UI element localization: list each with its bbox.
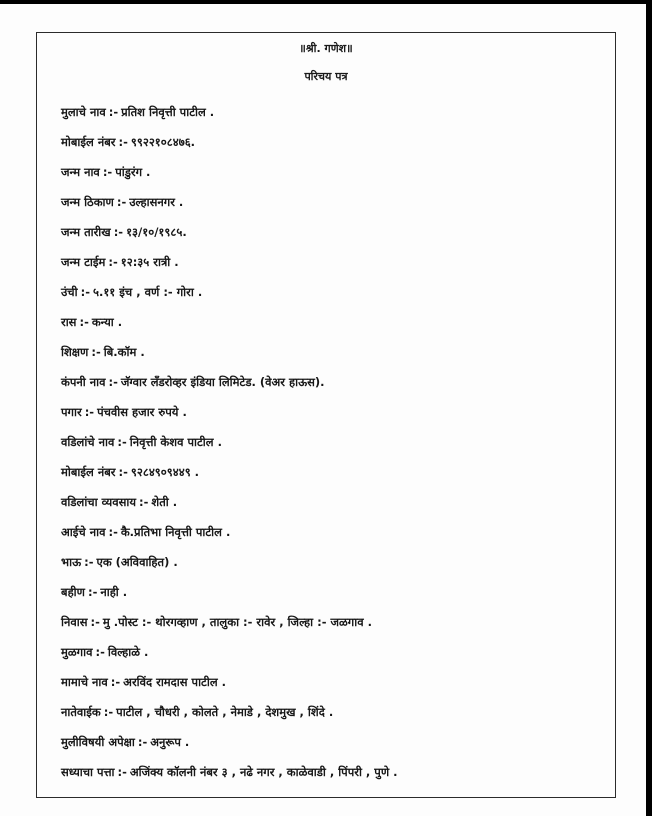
profile-field — [61, 547, 605, 577]
field-label: सध्याचा पत्ता — [61, 764, 115, 779]
field-label: जन्म नाव — [61, 164, 100, 179]
field-separator: :- — [95, 645, 105, 659]
field-separator: :- — [139, 495, 149, 509]
profile-field — [61, 457, 605, 487]
profile-field — [61, 577, 605, 607]
profile-field — [61, 157, 605, 187]
field-label: वडिलांचे नाव — [61, 434, 115, 449]
field-value: अजिंक्य कॉलनी नंबर ३ , नढे नगर , काळेवाडी , पिंपरी , पुणे . — [129, 764, 398, 779]
field-value: पंचवीस हजार रुपये . — [97, 404, 187, 419]
profile-field — [61, 307, 605, 337]
field-separator: :- — [117, 765, 127, 779]
field-separator: :- — [87, 585, 98, 599]
profile-field — [61, 337, 605, 367]
profile-field — [61, 217, 605, 247]
field-label: कंपनी नाव — [61, 374, 106, 389]
field-value: निवृत्ती केशव पाटील . — [129, 434, 222, 449]
profile-field — [61, 487, 605, 517]
profile-field — [61, 187, 605, 217]
field-value: १२:३५ रात्री . — [120, 254, 179, 269]
field-value: बि.कॉम . — [103, 344, 145, 359]
document-page — [0, 4, 646, 816]
profile-field — [61, 397, 605, 427]
field-value: पांडुरंग . — [115, 164, 151, 179]
field-label: मुळगाव — [61, 644, 93, 659]
profile-field — [61, 697, 605, 727]
document-title: परिचय पत्र — [304, 70, 348, 83]
field-label: जन्म तारीख — [61, 224, 111, 239]
field-label: मुलाचे नाव — [61, 104, 106, 119]
field-separator: :- — [113, 225, 124, 239]
field-value: जॅग्वार लॅंडरोव्हर इंडिया लिमिटेड. (वेअर हाऊस). — [120, 374, 325, 389]
field-label: भाऊ — [61, 554, 82, 569]
field-label: रास — [61, 314, 77, 329]
field-separator: :- — [84, 555, 94, 569]
field-value: विल्हाळे . — [107, 644, 149, 659]
field-value: एक (अविवाहित) . — [96, 554, 178, 569]
profile-field — [61, 757, 605, 787]
profile-field — [61, 277, 605, 307]
field-separator: :- — [108, 105, 119, 119]
field-separator: :- — [118, 465, 128, 479]
field-value: ९२८४९०९४४९ . — [130, 464, 200, 479]
profile-field — [61, 727, 605, 757]
profile-field — [61, 127, 605, 157]
field-label: जन्म टाईम — [61, 254, 106, 269]
field-separator: :- — [91, 345, 101, 359]
field-value: प्रतिश निवृत्ती पाटील . — [121, 104, 215, 119]
field-separator: :- — [80, 285, 90, 299]
profile-field — [61, 517, 605, 547]
field-separator: :- — [90, 615, 100, 629]
field-value: अरविंद रामदास पाटील . — [123, 674, 227, 689]
field-separator: :- — [110, 675, 121, 689]
field-separator: :- — [117, 435, 127, 449]
field-label: नातेवाईक — [61, 704, 101, 719]
field-label: शिक्षण — [61, 344, 89, 359]
profile-field — [61, 97, 605, 127]
field-label: मामाचे नाव — [61, 674, 108, 689]
field-value: ५.११ इंच , वर्ण :- गोरा . — [92, 284, 203, 299]
field-label: वडिलांचा व्यवसाय — [61, 494, 137, 509]
field-value: ९९२२१०८४७६. — [130, 134, 196, 149]
profile-field — [61, 247, 605, 277]
profile-field — [61, 427, 605, 457]
profile-field — [61, 607, 605, 637]
field-separator: :- — [108, 375, 118, 389]
field-label: बहीण — [61, 584, 85, 599]
field-label: उंची — [61, 284, 78, 299]
profile-field — [61, 667, 605, 697]
profile-fields — [61, 97, 605, 787]
field-value: उल्हासनगर . — [129, 194, 184, 209]
field-value: कन्या . — [91, 314, 123, 329]
field-label: आईचे नाव — [61, 524, 106, 539]
field-label: मोबाईल नंबर — [61, 464, 116, 479]
field-label: पगार — [61, 404, 82, 419]
field-separator: :- — [118, 135, 128, 149]
field-separator: :- — [116, 195, 127, 209]
field-label: मुलीविषयी अपेक्षा — [61, 734, 135, 749]
profile-field — [61, 637, 605, 667]
field-value: अनुरूप . — [150, 734, 190, 749]
invocation-heading: ॥श्री. गणेश॥ — [299, 42, 353, 55]
field-separator: :- — [137, 735, 148, 749]
field-separator: :- — [102, 165, 113, 179]
field-separator: :- — [79, 315, 89, 329]
field-label: निवास — [61, 614, 88, 629]
profile-field — [61, 367, 605, 397]
field-value: शेती . — [151, 494, 178, 509]
field-value: नाही . — [100, 584, 128, 599]
document-border — [36, 32, 616, 798]
field-separator: :- — [108, 525, 118, 539]
field-separator: :- — [103, 705, 114, 719]
field-separator: :- — [108, 255, 118, 269]
field-value: मु .पोस्ट :- थोरगव्हाण , तालुका :- रावेर , जिल्हा :- जळगाव . — [102, 614, 373, 629]
field-separator: :- — [84, 405, 95, 419]
field-value: कै.प्रतिभा निवृत्ती पाटील . — [120, 524, 231, 539]
field-label: मोबाईल नंबर — [61, 134, 116, 149]
field-value: १३/१०/१९८५. — [126, 224, 187, 239]
field-value: पाटील , चौधरी , कोलते , नेमाडे , देशमुख , शिंदे . — [116, 704, 334, 719]
field-label: जन्म ठिकाण — [61, 194, 114, 209]
